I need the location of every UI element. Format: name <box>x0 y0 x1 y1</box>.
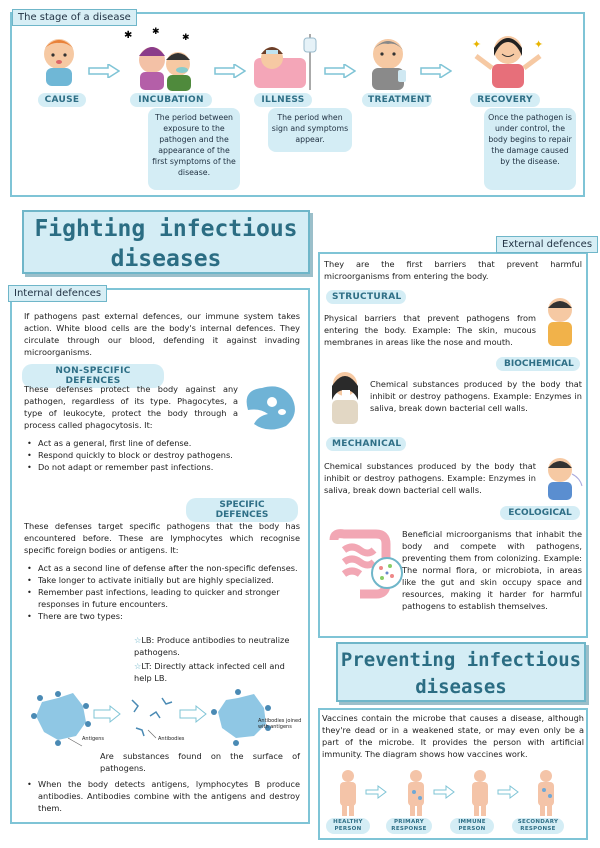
star-icon: ☆ <box>134 635 142 645</box>
external-tab: External defences <box>496 236 598 253</box>
type-lt <box>134 660 302 684</box>
woman-crying-icon <box>324 366 366 426</box>
happy-woman-icon <box>468 26 548 92</box>
list-item: • Take longer to activate initially but are highly specialized. <box>24 574 300 586</box>
svg-text:✦: ✦ <box>534 38 544 51</box>
list-item: • Respond quickly to block or destroy pathogens. <box>24 449 240 461</box>
medicine-man-icon <box>360 30 418 92</box>
star-icon: ☆ <box>134 661 142 671</box>
svg-text:✦: ✦ <box>472 38 482 51</box>
microbiota-icon <box>370 556 404 590</box>
specific-label: SPECIFIC DEFENCES <box>186 498 298 522</box>
child-cough-icon <box>540 292 582 348</box>
biochemical-label: BIOCHEMICAL <box>496 357 580 371</box>
list-item: • Remember past infections, leading to quicker and stronger responses in future encounters. <box>24 586 300 610</box>
specific-bullets <box>24 562 300 622</box>
preventing-text: Vaccines contain the microbe that causes a disease, although they're dead or in a weakened state, or may even only be a part of the microbe. It provides the person with artificial immunity. The diagram shows how vaccines work. <box>322 713 584 759</box>
type-lb-text: LB: Produce antibodies to neutralize pathogens. <box>134 635 290 657</box>
arrow-icon <box>88 64 120 78</box>
stage-tab: The stage of a disease <box>12 9 137 26</box>
stage-label-incubation: INCUBATION <box>130 93 212 107</box>
bed-patient-icon <box>252 32 324 92</box>
secondary-response-label: SECONDARY RESPONSE <box>512 818 564 834</box>
antigens-caption: Antigens <box>82 736 104 742</box>
list-item: • Act as a general, first line of defense. <box>24 437 240 449</box>
illness-description: The period when sign and symptoms appear. <box>268 108 352 152</box>
type-lb <box>134 634 302 658</box>
phagocyte-icon <box>238 380 302 434</box>
external-intro: They are the first barriers that prevent harmful microorganisms from entering the body. <box>324 259 582 281</box>
svg-text:✱: ✱ <box>182 33 190 43</box>
antigens-note: Are substances found on the surface of pathogens. <box>100 751 300 773</box>
list-item: • When the body detects antigens, lymphocytes B produce antibodies. Antibodies combine with the antigens and destroy them. <box>24 778 300 814</box>
list-item: • Act as a second line of defense after the non-specific defenses. <box>24 562 300 574</box>
svg-text:✱: ✱ <box>124 30 133 41</box>
sick-people-icon <box>122 26 204 92</box>
stage-label-cause: CAUSE <box>38 93 86 107</box>
nonspecific-bullets <box>24 437 240 473</box>
arrow-icon <box>214 64 246 78</box>
internal-intro: If pathogens past external defences, our immune system takes action. White blood cells are the body's internal defences. They circulate through our blood, defending it against invading microorganisms. <box>24 311 300 357</box>
baby-icon <box>36 34 82 90</box>
arrow-icon <box>324 64 356 78</box>
list-item: • There are two types: <box>24 610 300 622</box>
type-lt-text: LT: Directly attack infected cell and help LB. <box>134 661 285 683</box>
preventing-title: Preventing infectious diseases <box>336 642 586 702</box>
nonspecific-label: NON-SPECIFIC DEFENCES <box>22 364 164 388</box>
recovery-description: Once the pathogen is under control, the body begins to repair the damage caused by the disease. <box>484 108 576 190</box>
biochemical-text: Chemical substances produced by the body that inhibit or destroy pathogens. Example: Enzymes in saliva, break down bacterial cell walls. <box>370 379 582 413</box>
mechanical-text: Chemical substances produced by the body that inhibit or destroy pathogens. Example: Enzymes in saliva, break down bacterial cell walls. <box>324 461 536 495</box>
primary-response-label: PRIMARY RESPONSE <box>386 818 432 834</box>
joined-caption: Antibodies joined with antigens <box>258 718 302 730</box>
nonspecific-text: These defenses protect the body against any pathogen, regardless of its type. Phagocytes, a type of leukocyte, protect the body through a process called phagocytosis. It: <box>24 384 238 430</box>
vaccine-diagram <box>320 768 586 818</box>
mechanical-label: MECHANICAL <box>326 437 406 451</box>
incubation-description: The period between exposure to the pathogen and the appearance of the first symptoms of the disease. <box>148 108 240 190</box>
antibodies-caption: Antibodies <box>158 736 185 742</box>
structural-label: STRUCTURAL <box>326 290 406 304</box>
internal-tab: Internal defences <box>8 285 107 302</box>
svg-text:✱: ✱ <box>152 27 160 37</box>
structural-text: Physical barriers that prevent pathogens from entering the body. Example: The skin, mucous membranes in areas like the nose and mouth. <box>324 313 536 347</box>
stage-label-treatment: TREATMENT <box>362 93 432 107</box>
ecological-label: ECOLOGICAL <box>500 506 580 520</box>
fighting-title: Fighting infectious diseases <box>22 210 310 274</box>
ecological-text: Beneficial microorganisms that inhabit the body and compete with pathogens, preventing them from colonizing. Example: The normal flora, or microbiota, in areas like the gut and skin occupy space and resources, making it harder for harmful pathogens to establish themselves. <box>402 529 582 611</box>
healthy-person-label: HEALTHY PERSON <box>326 818 370 834</box>
immune-person-label: IMMUNE PERSON <box>450 818 494 834</box>
specific-text: These defenses target specific pathogens that the body has encountered before. These are lymphocytes which recognise specific foreign bodies or antigens. It: <box>24 521 300 555</box>
stage-label-recovery: RECOVERY <box>470 93 540 107</box>
final-bullets <box>24 778 300 814</box>
arrow-icon <box>420 64 452 78</box>
stage-label-illness: ILLNESS <box>254 93 312 107</box>
list-item: • Do not adapt or remember past infections. <box>24 461 240 473</box>
boy-blowing-icon <box>542 452 584 502</box>
